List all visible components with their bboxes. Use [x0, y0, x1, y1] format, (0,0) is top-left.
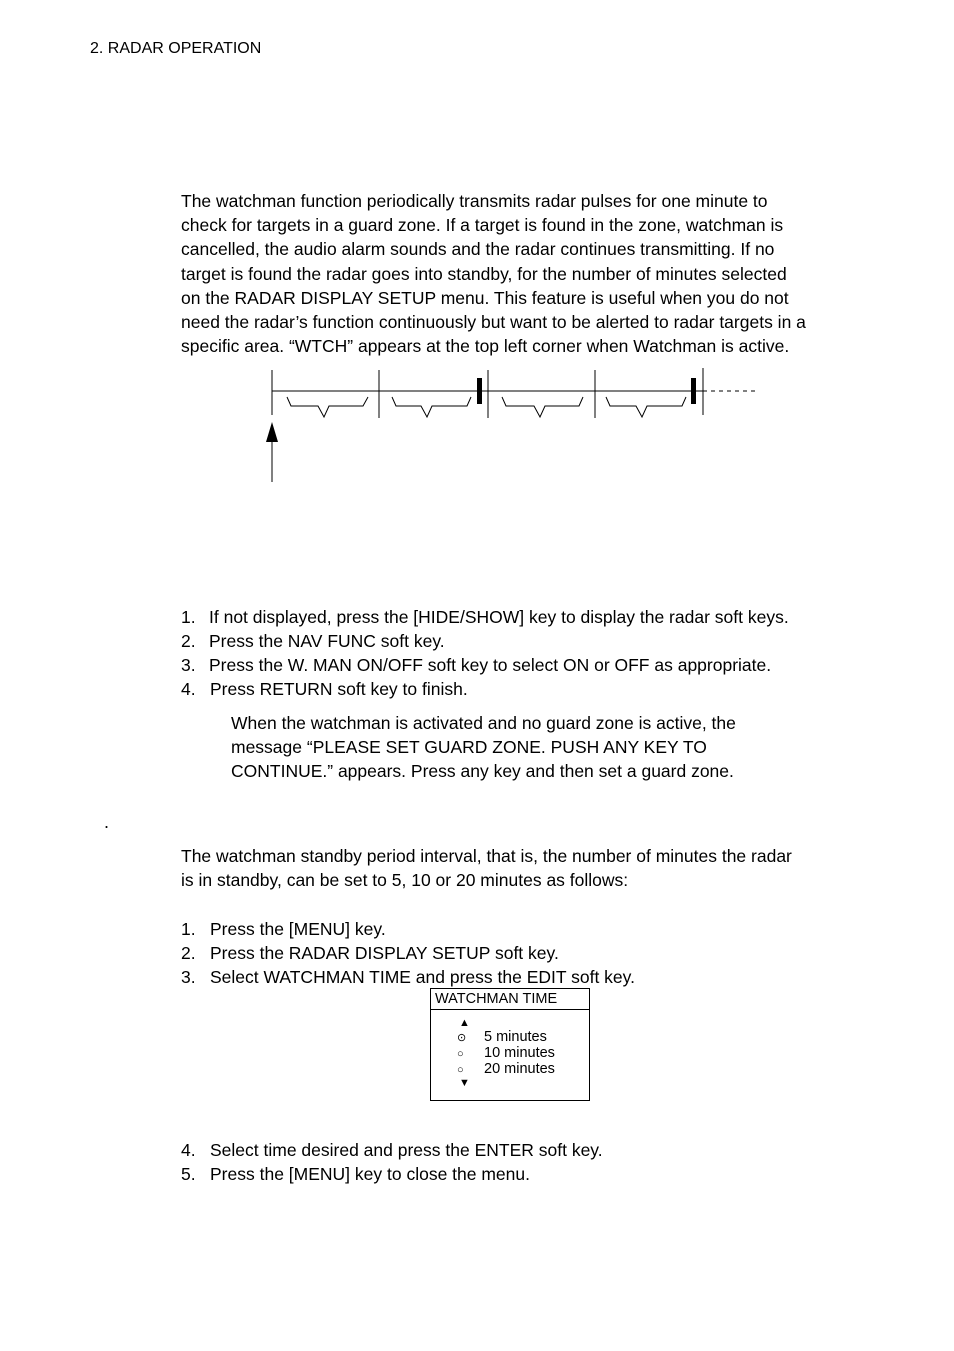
- step-number: 4.: [181, 1140, 196, 1160]
- menu-title: WATCHMAN TIME: [431, 989, 589, 1010]
- step-number: 3.: [181, 967, 196, 987]
- transmit-start-marker: [691, 378, 696, 404]
- step-number: 2.: [181, 943, 196, 963]
- intro-line: specific area. “WTCH” appears at the top left corner when Watchman is active.: [181, 336, 790, 357]
- step-number: 3.: [181, 655, 196, 675]
- option-label: 20 minutes: [484, 1061, 555, 1077]
- note-line: message “PLEASE SET GUARD ZONE. PUSH ANY KEY TO: [231, 737, 707, 758]
- step-number: 1.: [181, 607, 196, 627]
- watchman-timeline-diagram: [255, 360, 765, 490]
- step-text: Press the NAV FUNC soft key.: [209, 631, 445, 651]
- step-number: 4.: [181, 679, 196, 699]
- interval-paragraph: [181, 844, 792, 892]
- step-text: Press the W. MAN ON/OFF soft key to select ON or OFF as appropriate.: [209, 655, 772, 675]
- step-item: [181, 629, 445, 653]
- step-item: [181, 605, 789, 629]
- section-header: 2. RADAR OPERATION: [90, 40, 262, 57]
- stray-mark: .: [104, 812, 110, 832]
- radio-selected-icon[interactable]: ⊙: [457, 1032, 467, 1044]
- step-number: 1.: [181, 919, 196, 939]
- intro-paragraph: [181, 189, 806, 358]
- intro-line: check for targets in a guard zone. If a target is found in the zone, watchman is: [181, 215, 784, 236]
- step-text: If not displayed, press the [HIDE/SHOW] key to display the radar soft keys.: [209, 607, 789, 627]
- intro-line: on the RADAR DISPLAY SETUP menu. This feature is useful when you do not: [181, 287, 789, 308]
- note-line: When the watchman is activated and no guard zone is active, the: [231, 713, 736, 733]
- arrow-up-icon: [266, 422, 278, 442]
- watchman-time-menu: [430, 988, 590, 1101]
- option-label: 10 minutes: [484, 1045, 555, 1061]
- step-text: Press the [MENU] key to close the menu.: [210, 1164, 530, 1184]
- step-item: [181, 653, 771, 677]
- standby-brace: [392, 397, 471, 417]
- menu-option-5-minutes[interactable]: [457, 1029, 547, 1046]
- option-label: 5 minutes: [484, 1029, 547, 1045]
- scroll-down-icon[interactable]: ▼: [459, 1077, 470, 1089]
- step-text: Select WATCHMAN TIME and press the EDIT soft key.: [210, 967, 635, 987]
- intro-line: need the radar’s function continuously but want to be alerted to radar targets in a: [181, 312, 806, 333]
- menu-option-20-minutes[interactable]: [457, 1061, 555, 1078]
- interval-line: is in standby, can be set to 5, 10 or 20 minutes as follows:: [181, 870, 629, 891]
- menu-option-10-minutes[interactable]: [457, 1045, 555, 1062]
- radio-unselected-icon[interactable]: ○: [457, 1048, 464, 1060]
- intro-line: The watchman function periodically transmits radar pulses for one minute to: [181, 191, 768, 211]
- step-text: Press the [MENU] key.: [210, 919, 386, 939]
- transmit-brace: [502, 397, 583, 417]
- radio-unselected-icon[interactable]: ○: [457, 1064, 464, 1076]
- step-item: [181, 965, 635, 989]
- step-item: [181, 677, 468, 701]
- transmit-brace: [287, 397, 368, 417]
- step-item: [181, 917, 386, 941]
- step-item: [181, 1138, 603, 1162]
- step-item: [181, 941, 559, 965]
- step-text: Press the RADAR DISPLAY SETUP soft key.: [210, 943, 559, 963]
- step-number: 5.: [181, 1164, 196, 1184]
- step-text: Select time desired and press the ENTER soft key.: [210, 1140, 603, 1160]
- step-text: Press RETURN soft key to finish.: [210, 679, 468, 699]
- standby-brace: [606, 397, 686, 417]
- step-number: 2.: [181, 631, 196, 651]
- scroll-up-icon[interactable]: ▲: [459, 1017, 470, 1029]
- note-paragraph: [231, 711, 736, 784]
- interval-line: The watchman standby period interval, that is, the number of minutes the radar: [181, 846, 792, 866]
- intro-line: target is found the radar goes into standby, for the number of minutes selected: [181, 263, 787, 284]
- transmit-start-marker: [477, 378, 482, 404]
- note-line: CONTINUE.” appears. Press any key and then set a guard zone.: [231, 761, 734, 782]
- intro-line: cancelled, the audio alarm sounds and the radar continues transmitting. If no: [181, 239, 775, 260]
- step-item: [181, 1162, 530, 1186]
